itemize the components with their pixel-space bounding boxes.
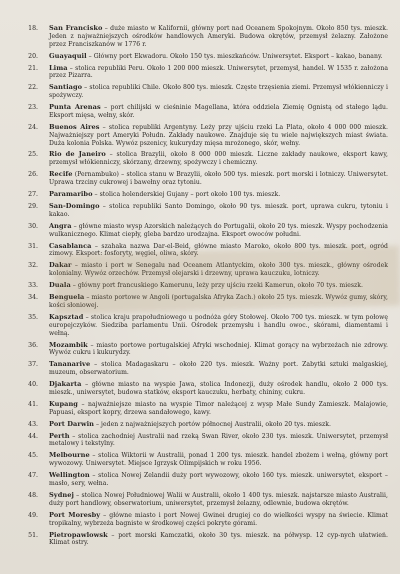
city-description: – stolica republiki Peru. Około 1 200 000 mieszk. Uniwersytet, przemysł, handel. W 1535 r. założona przez Pizarra. [49, 64, 388, 80]
city-name: Punta Arenas [49, 103, 101, 112]
entry-number: 26. [28, 171, 38, 179]
entry-number: 27. [28, 191, 38, 199]
entry [12, 452, 388, 468]
entry-number: 48. [28, 491, 38, 499]
entry [12, 361, 388, 377]
city-name: Port Darwin [49, 419, 94, 428]
city-name: Mozambik [49, 340, 88, 349]
entry-text [49, 381, 388, 397]
entry-text [49, 151, 388, 167]
entry-number: 45. [28, 452, 38, 460]
city-description: – stolica republiki Chile. Około 800 tys. mieszk. Częste trzęsienia ziemi. Przemysł włókienniczy i spożywczy. [49, 84, 388, 100]
entry [12, 532, 388, 548]
city-description: – Główny port Ekwadoru. Około 150 tys. mieszkańców. Uniwersytet. Eksport – kakao, banany. [86, 52, 383, 60]
city-description: – najważniejsze miasto na wyspie Timor należącej z wysp Małe Sundy Zamieszk. Malajowie, Papuasi, eksport kopry, drzewa sandałowego, kawy. [49, 400, 388, 416]
entry-text [49, 342, 388, 358]
city-description: – szahaka nazwa Dar-el-Beid, główne miasto Maroko, około 800 tys. mieszk. port, ogród zimowy. Eksport: fosforyty, węgiel, oliwa, skóry. [49, 242, 388, 258]
city-name: Kapsztad [49, 312, 84, 321]
entry [12, 381, 388, 397]
entry-number: 22. [28, 84, 38, 92]
city-description: – jeden z najważniejszych portów północnej Australii, około 20 tys. mieszk. [93, 420, 331, 428]
entry [12, 433, 388, 449]
entry-number: 33. [28, 282, 38, 290]
entry-number: 24. [28, 123, 38, 131]
entry-number: 34. [28, 294, 38, 302]
entry-number: 20. [28, 52, 38, 60]
city-name: Rio de Janeiro [49, 150, 106, 159]
entry-text [49, 223, 388, 239]
entry [12, 151, 388, 167]
city-name: Djakarta [49, 380, 82, 389]
entry [12, 53, 388, 61]
entry-text [49, 433, 388, 449]
entry [12, 472, 388, 488]
entry-text [49, 361, 388, 377]
city-name: Paramaribo [49, 190, 93, 199]
city-description: – port morski Kamczatki, około 30 tys. mieszk. na półwysp. 12 cyp-nych ułatwień. Klimat ostry. [49, 531, 388, 547]
city-name: Recife [49, 170, 73, 179]
entry [12, 342, 388, 358]
city-description: – stolica republiki Santo Domingo, około 90 tys. mieszk. port, uprawa cukru, tytoniu i kakao. [49, 203, 388, 218]
entry-number: 18. [28, 25, 38, 32]
entry [12, 25, 388, 48]
city-name: San Francisko [49, 24, 103, 32]
entry-text [49, 191, 388, 199]
city-description: – miasto i port w Senegalu nad Oceanem Atlantyckim, około 300 tys. mieszk., główny ośrodek kolonialny. Wywóz orzechów. Przemysł olejarski i drzewny, uprawa kauczuku, lotniczy. [49, 262, 388, 278]
entry-number: 25. [28, 151, 38, 159]
entry-text [49, 124, 388, 147]
entry-text [49, 53, 388, 61]
city-description: – stolica Nowej Południowej Walii w Australii, około 1 400 tys. mieszk. najstarsze miasto Australii, duży port handlowy, obserwatorium, uniwersytet, przemysł żelazny, odlewnie, budowa okrętów. [49, 491, 388, 507]
entry [12, 104, 388, 120]
water-stain [54, 245, 400, 314]
city-description: – stolica Nowej Zelandii duży port wywozowy, około 160 tys. mieszk. uniwersytet, eksport – masło, sery, wełna. [49, 472, 388, 487]
city-description: – stolica holenderskiej Gujany – port około 100 tys. mieszk. [92, 191, 281, 199]
city-name: Tananarive [49, 360, 91, 369]
entry [12, 124, 388, 147]
city-name: Perth [49, 431, 70, 440]
entry-number: 31. [28, 242, 38, 250]
city-name: Angra [49, 221, 72, 230]
entry-text [49, 492, 388, 508]
city-description: – miasto portowe portugalskiej Afryki wschodniej. Klimat gorący na wybrzeżach nie zdrowy. Wywóz cukru i kukurydzy. [49, 341, 388, 357]
city-name: Duala [49, 281, 71, 290]
entry-text [49, 452, 388, 468]
city-description: – stolica republiki Argentyny. Leży przy ujściu rzeki La Plata, około 4 000 000 mieszk. Najważniejszy port Ameryki Połudn. Zakłady naukowe. Znajduje się tu wiele największych miast świata. Duża kolonia Polska. Wywóz pszenicy, kukurydzy mięsa mrożonego, skór, wełny. [49, 123, 388, 147]
city-name: Wellington [49, 471, 90, 480]
city-description: – stolica kraju prapołudniowego u podnóża góry Stołowej. Około 700 tys. mieszk. w tym połowę europejczyków. Siedziba parlamentu Unii. Ośrodek przemysłu i handlu owoc., skórami, diamentami i wełną. [49, 313, 388, 337]
entry-number: 43. [28, 420, 38, 428]
entry-number: 32. [28, 262, 38, 270]
city-name: Melbourne [49, 451, 90, 460]
entry [12, 421, 388, 429]
city-name: Lima [49, 63, 68, 72]
city-description: – główny port francuskiego Kamerunu, leży przy ujściu rzeki Kamerun, około 70 tys. mieszk. [70, 282, 364, 290]
entry [12, 203, 388, 219]
city-description: – główne miasto na wyspie Jawa, stolica Indonezji, duży ośrodek handlu, około 2 000 tys. mieszk., uniwersytet, budowa statków, eksport kauczuku, herbaty, chininy, cukru. [49, 381, 388, 396]
entry-text [49, 25, 388, 48]
city-description: – stolica Wiktorii w Australii, ponad 1 200 tys. mieszk. handel zbożem i wełną, główny port wywozowy. Uniwersytet. Miejsce Igrzysk Olimpijskich w roku 1956. [49, 452, 388, 468]
city-description: – port chilijski w cieśninie Magellana, która oddziela Ziemię Ognistą od stałego lądu. Eksport mięsa, wełny, skór. [49, 104, 388, 119]
entry-text [49, 401, 388, 417]
entry [12, 492, 388, 508]
entry [12, 191, 388, 199]
entry-text [49, 314, 388, 337]
entry-text [49, 84, 388, 100]
entry [12, 512, 388, 528]
entry [12, 314, 388, 337]
entry-number: 30. [28, 222, 38, 230]
city-name: Port Moresby [49, 510, 101, 519]
entry [12, 223, 388, 239]
city-description: – duże miasto w Kalifornii, główny port nad Oceanem Spokojnym. Około 850 tys. mieszk. Jeden z najważniejszych ośrodków handlowych Ameryki. Budowa okrętów, przemysł żelazny. Założone przez Franciszkanów w 1776 r. [49, 25, 388, 48]
city-name: Guayaquil [49, 51, 87, 60]
entry-number: 40. [28, 381, 38, 389]
city-description: – miasto portowe w Angoli (portugalska Afryka Zach.) około 25 tys. mieszk. Wywóz gumy, skóry, kości słoniowej. [49, 294, 388, 309]
city-description: – główne miasto wysp Azorskich należących do Portugalii, około 20 tys. mieszk. Wyspy pochodzenia wulkanicznego. Klimat ciepły, gleba bardzo urodzajna. Eksport owoców południ. [49, 222, 388, 238]
entry-number: 37. [28, 361, 38, 369]
city-name: Buenos Aires [49, 122, 100, 131]
entry-number: 23. [28, 104, 38, 112]
city-description: – stolica zachodniej Australii nad rzeką Swan River, około 230 tys. mieszk. Uniwersytet, przemysł metalowy i tekstylny. [49, 432, 388, 448]
entry-number: 51. [28, 531, 38, 539]
city-name: Kupang [49, 399, 78, 408]
city-description: – główne miasto i port Nowej Gwinei drugiej co do wielkości wyspy na świecie. Klimat tropikalny, wybrzeża bagniste w środkowej części pokryte górami. [49, 511, 388, 527]
city-description: (Pernambuko) – stolica stanu w Brazylii, około 500 tys. mieszk. port morski i lotniczy. Uniwersytet. Uprawa trzciny cukrowej i bawełny oraz tytoniu. [49, 171, 388, 187]
entry-number: 36. [28, 341, 38, 349]
city-name: Casablanca [49, 241, 92, 250]
entry-text [49, 512, 388, 528]
city-description: – stolica Brazylii, około 8 000 000 mieszk. Liczne zakłady naukowe, eksport kawy, przemysł włókienniczy, skórzany, drzewny, spożywczy i chemiczny. [49, 151, 388, 167]
city-name: Sydnej [49, 490, 74, 499]
entry-number: 29. [28, 203, 38, 211]
entry-number: 44. [28, 432, 38, 440]
entry [12, 84, 388, 100]
city-name: Dakar [49, 261, 72, 270]
entry-text [49, 104, 388, 120]
entry-text [49, 171, 388, 187]
city-name: Benguela [49, 293, 85, 302]
entry-text [49, 203, 388, 219]
city-name: San-Domingo [49, 202, 100, 211]
entry-number: 47. [28, 472, 38, 480]
entry-number: 21. [28, 64, 38, 72]
entry-text [49, 472, 388, 488]
entry-number: 41. [28, 400, 38, 408]
entry [12, 65, 388, 81]
city-description: – stolica Madagaskaru – około 220 tys. mieszk. Ważny port. Zabytki sztuki malgaskiej, muzeum, obserwatorium. [49, 361, 388, 377]
entry-text [49, 65, 388, 81]
entry-text [49, 421, 388, 429]
entry-number: 49. [28, 511, 38, 519]
entry-text [49, 532, 388, 548]
entry-number: 35. [28, 313, 38, 321]
entry [12, 401, 388, 417]
entry [12, 171, 388, 187]
city-name: Pietropawlowsk [49, 530, 108, 539]
city-name: Santiago [49, 83, 83, 92]
